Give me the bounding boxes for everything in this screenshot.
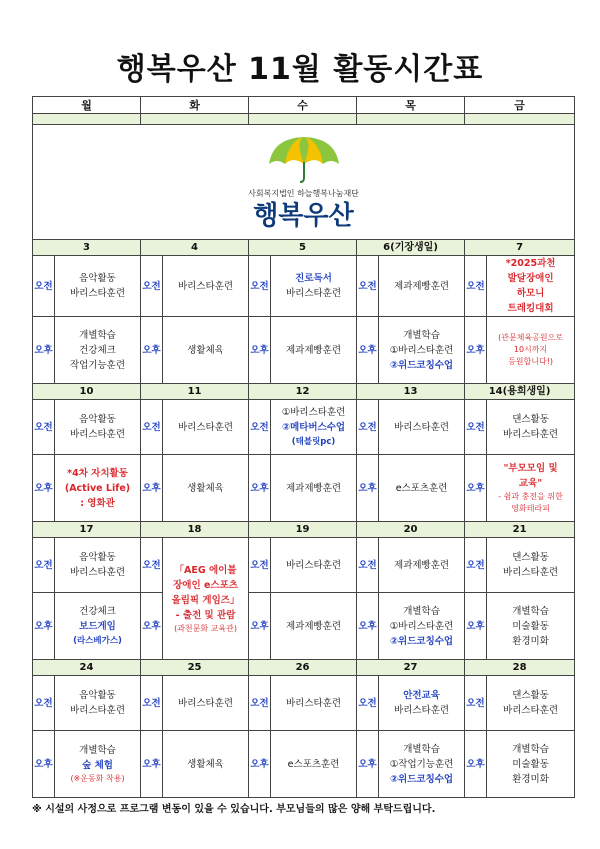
activity-text: 미술활동 [512,758,549,770]
activity-text: 바리스타훈련 [69,288,126,299]
activity-text: (태블릿pc) [291,436,336,447]
morning-label: 오전 [357,256,379,317]
afternoon-label: 오후 [465,317,487,384]
date-cell: 21 [465,522,575,538]
activity-cell [487,400,575,455]
activity-text: 제과제빵훈련 [286,344,342,356]
activity-text: 개별학습 [403,743,440,755]
activity-text: 바리스타훈련 [394,421,450,433]
activity-text: 개별학습 [79,745,116,756]
morning-row [33,676,575,731]
date-cell: 6(기장생일) [357,240,465,256]
weekday-tue: 화 [141,97,249,114]
weekday-header-row [33,97,575,114]
activity-text: 제과제빵훈련 [394,280,450,292]
activity-text: 제과제빵훈련 [286,482,342,494]
afternoon-label: 오후 [141,317,163,384]
date-cell: 17 [33,522,141,538]
morning-label: 오전 [33,538,55,593]
activity-text: 건강체크 [79,344,116,356]
activity-text: ①작업기능훈련 [389,758,454,770]
activity-text: : 영화관 [80,497,115,509]
activity-text: (과천문화 교육관) [174,623,237,633]
activity-text: 생활체육 [187,758,224,770]
activity-text: 바리스타훈련 [177,280,234,292]
afternoon-label: 오후 [357,455,379,522]
activity-text: 음악활동 [79,552,116,563]
date-cell: 19 [249,522,357,538]
morning-label: 오전 [465,676,487,731]
activity-text: 바리스타훈련 [69,567,126,578]
activity-cell [55,455,141,522]
morning-row [33,538,575,593]
activity-cell [55,676,141,731]
logo-cell [33,125,575,240]
afternoon-label: 오후 [357,731,379,798]
date-cell: 18 [141,522,249,538]
activity-cell [55,400,141,455]
morning-label: 오전 [141,256,163,317]
activity-cell [487,538,575,593]
activity-text: 작업기능훈련 [69,359,126,371]
spacer-row [33,114,575,125]
morning-label: 오전 [357,538,379,593]
activity-cell [379,455,465,522]
activity-text: (Active Life) [64,482,131,494]
weekday-fri: 금 [465,97,575,114]
afternoon-label: 오후 [357,593,379,660]
afternoon-label: 오후 [249,317,271,384]
activity-text: 개별학습 [79,329,116,341]
activity-text: ②위드코칭수업 [390,359,454,371]
morning-label: 오전 [141,400,163,455]
activity-text: 등원합니다!) [508,357,554,366]
morning-label: 오전 [465,538,487,593]
activity-text: 제과제빵훈련 [286,620,342,632]
activity-text: 트레킹대회 [507,303,554,314]
date-cell: 12 [249,384,357,400]
activity-text: *4차 자치활동 [67,467,128,479]
activity-text: e스포츠훈련 [395,482,448,494]
morning-label: 오전 [465,256,487,317]
activity-text: 안전교육 [403,690,440,701]
activity-cell [55,317,141,384]
activity-text: 진로독서 [295,273,332,284]
activity-text: ②위드코칭수업 [390,773,454,785]
weekday-wed: 수 [249,97,357,114]
activity-text: ②위드코칭수업 [390,635,454,647]
activity-text: 개별학습 [512,743,549,755]
weeks-body [33,240,575,798]
date-cell: 5 [249,240,357,256]
activity-cell [163,256,249,317]
activity-cell [379,317,465,384]
morning-label: 오전 [141,538,163,593]
activity-cell [487,317,575,384]
activity-cell [271,400,357,455]
date-cell: 26 [249,660,357,676]
morning-label: 오전 [33,400,55,455]
afternoon-label: 오후 [33,317,55,384]
morning-label: 오전 [249,400,271,455]
activity-text: 발달장애인 [507,273,554,284]
date-cell: 24 [33,660,141,676]
date-cell: 13 [357,384,465,400]
activity-cell [271,256,357,317]
activity-text: 음악활동 [79,273,116,284]
morning-label: 오전 [465,400,487,455]
activity-text: 개별학습 [403,329,440,341]
activity-cell [163,538,249,660]
activity-cell [487,676,575,731]
afternoon-label: 오후 [141,593,163,660]
afternoon-label: 오후 [249,455,271,522]
activity-cell [379,676,465,731]
afternoon-label: 오후 [141,731,163,798]
morning-row [33,256,575,317]
afternoon-label: 오후 [357,317,379,384]
activity-text: 보드게임 [79,620,116,632]
activity-text: 환경미화 [512,773,549,785]
morning-label: 오전 [249,676,271,731]
afternoon-label: 오후 [249,593,271,660]
activity-cell [379,593,465,660]
activity-cell [163,676,249,731]
logo-brand-name: 행복우산 [253,200,354,231]
date-cell: 4 [141,240,249,256]
activity-cell [487,593,575,660]
date-cell: 11 [141,384,249,400]
activity-text: 제과제빵훈련 [394,559,450,571]
afternoon-label: 오후 [33,593,55,660]
activity-text: 댄스활동 [512,552,549,563]
date-row [33,660,575,676]
activity-cell [271,676,357,731]
activity-text: 바리스타훈련 [503,567,559,578]
activity-text: 건강체크 [79,605,116,617]
activity-cell [487,455,575,522]
activity-cell [379,731,465,798]
activity-text: 환경미화 [512,635,549,647]
afternoon-row [33,593,575,660]
activity-cell [55,593,141,660]
date-row [33,240,575,256]
afternoon-label: 오후 [465,593,487,660]
date-cell: 7 [465,240,575,256]
activity-cell [163,400,249,455]
activity-text: (관문체육공원으로 [498,333,564,342]
activity-text: 바리스타훈련 [286,559,342,571]
activity-text: ①바리스타훈련 [389,344,454,356]
activity-text: 하모니 [516,288,545,299]
afternoon-row [33,455,575,522]
activity-schedule-table [32,96,575,798]
activity-text: 바리스타훈련 [394,705,450,716]
activity-text: 바리스타훈련 [286,288,342,299]
morning-label: 오전 [357,400,379,455]
date-cell: 25 [141,660,249,676]
activity-cell [271,538,357,593]
weekday-mon: 월 [33,97,141,114]
activity-cell [55,256,141,317]
date-cell: 28 [465,660,575,676]
morning-label: 오전 [141,676,163,731]
activity-text: 댄스활동 [512,414,549,425]
activity-text: 바리스타훈련 [69,705,126,716]
afternoon-label: 오후 [465,731,487,798]
activity-text: *2025과천 [505,258,556,269]
afternoon-label: 오후 [249,731,271,798]
activity-text: 음악활동 [79,414,116,425]
morning-label: 오전 [33,256,55,317]
morning-label: 오전 [249,538,271,593]
activity-cell [163,455,249,522]
activity-cell [163,317,249,384]
activity-text: 바리스타훈련 [286,697,342,709]
weekday-thu: 목 [357,97,465,114]
activity-cell [379,256,465,317]
activity-text: 바리스타훈련 [503,705,559,716]
page-title: 행복우산 11월 활동시간표 [116,52,484,87]
afternoon-label: 오후 [141,455,163,522]
afternoon-label: 오후 [465,455,487,522]
activity-text: 교육" [518,478,543,489]
activity-text: 올림픽 게임즈」 [171,594,240,606]
morning-label: 오전 [249,256,271,317]
date-cell: 27 [357,660,465,676]
date-cell: 14(용희생일) [465,384,575,400]
date-cell: 3 [33,240,141,256]
afternoon-row [33,317,575,384]
activity-text: 장애인 e스포츠 [173,579,238,591]
logo-row [33,125,575,240]
activity-text: 음악활동 [79,690,116,701]
morning-label: 오전 [33,676,55,731]
morning-label: 오전 [357,676,379,731]
activity-text: - 쉼과 충전을 위한 [498,492,563,501]
activity-cell [271,317,357,384]
activity-cell [55,731,141,798]
activity-text: (※운동화 착용) [70,774,125,783]
footer-notice: ※ 시설의 사정으로 프로그램 변동이 있을 수 있습니다. 부모님들의 많은 양해 부탁드립니다. [32,804,436,815]
afternoon-label: 오후 [33,455,55,522]
activity-text: 영화테라피 [511,504,550,513]
activity-cell [271,593,357,660]
date-row [33,522,575,538]
activity-text: 생활체육 [187,482,224,494]
activity-text: 개별학습 [512,605,549,617]
umbrella-icon [265,134,343,184]
activity-text: ①바리스타훈련 [281,406,346,418]
activity-text: (라스베가스) [73,635,122,646]
activity-text: 미술활동 [512,620,549,632]
afternoon-row [33,731,575,798]
activity-cell [163,731,249,798]
activity-cell [487,731,575,798]
activity-text: 개별학습 [403,605,440,617]
activity-text: 댄스활동 [512,690,549,701]
afternoon-label: 오후 [33,731,55,798]
activity-cell [271,455,357,522]
activity-cell [55,538,141,593]
activity-text: 생활체육 [187,344,224,356]
date-cell: 10 [33,384,141,400]
activity-cell [271,731,357,798]
activity-text: 10시까지 [513,345,548,354]
activity-cell [487,256,575,317]
date-cell: 20 [357,522,465,538]
logo [33,134,574,231]
date-row [33,384,575,400]
morning-row [33,400,575,455]
activity-text: 바리스타훈련 [69,429,126,440]
activity-text: - 출전 및 관람 [175,609,236,621]
logo-org-name: 사회복지법인 하늘행복나눔재단 [248,188,359,198]
activity-text: 숲 체험 [82,760,113,771]
activity-text: e스포츠훈련 [287,758,340,770]
activity-text: ②메타버스수업 [281,421,346,433]
activity-text: 바리스타훈련 [503,429,559,440]
activity-text: 바리스타훈련 [177,697,234,709]
activity-text: ①바리스타훈련 [389,620,454,632]
activity-text: "부모모임 및 [503,463,558,474]
activity-text: 바리스타훈련 [177,421,234,433]
activity-text: 「AEG 에이블 [174,564,237,576]
activity-cell [379,538,465,593]
activity-cell [379,400,465,455]
